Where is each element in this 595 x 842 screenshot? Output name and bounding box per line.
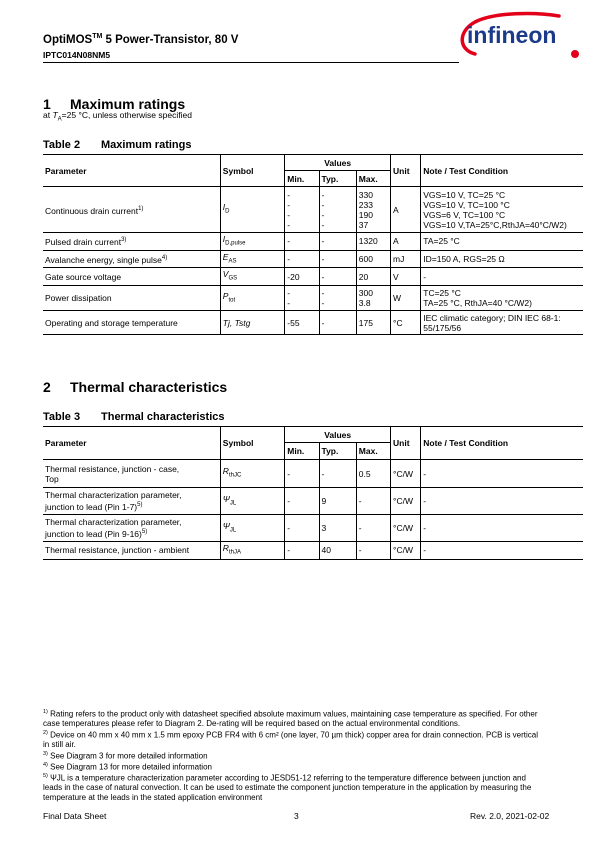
max-cell	[356, 250, 390, 268]
max-cell: -	[356, 488, 390, 515]
max-cell	[356, 187, 390, 233]
section-1-heading: 1 Maximum ratings	[43, 96, 186, 112]
header-values: Values	[285, 427, 391, 443]
min-cell	[285, 187, 319, 233]
unit-cell: °C/W	[391, 460, 421, 488]
min-cell-line: -55	[287, 317, 300, 328]
min-cell	[285, 286, 319, 311]
param-line: junction to lead (Pin 1-7)$^{5)}$	[45, 501, 143, 512]
symbol-cell: $\Psi_{JL}$	[220, 488, 284, 515]
param-line: Thermal resistance, junction - case,	[45, 463, 180, 474]
header-parameter: Parameter	[43, 155, 220, 187]
min-cell-line: -	[287, 219, 291, 230]
typ-cell-line: -	[321, 236, 325, 247]
header-divider	[43, 62, 459, 63]
header-typ: Typ.	[319, 171, 356, 187]
table-row	[43, 286, 583, 311]
max-cell: 0.5	[356, 460, 390, 488]
footnote-ref: 3)	[121, 237, 127, 244]
note-cell-line: 55/175/56	[423, 322, 462, 333]
header-symbol: Symbol	[220, 427, 284, 460]
note-cell-line: VGS=10 V, TC=25 °C	[423, 189, 506, 200]
header-parameter: Parameter	[43, 427, 220, 460]
max-cell-line: 3.8	[358, 298, 371, 309]
footnote: $^{2)}$ Device on 40 mm x 40 mm x 1.5 mm epoxy PCB FR4 with 6 cm² (one layer, 70 µm thick) copper area for drain connection. PCB is vertical in still air.	[43, 729, 539, 750]
param-cell	[43, 515, 220, 542]
min-cell-line: -	[287, 236, 291, 247]
unit-cell: °C/W	[391, 488, 421, 515]
param-cell: Pulsed drain current$^{3)}$	[45, 237, 127, 248]
typ-cell-line: -	[321, 254, 325, 265]
header-unit: Unit	[391, 427, 421, 460]
typ-cell	[319, 286, 356, 311]
thermal-characteristics-table	[43, 426, 583, 560]
symbol-cell: $I_{D,pulse}$	[220, 233, 284, 251]
footnote-ref: 1)	[138, 205, 144, 212]
header-note: Note / Test Condition	[421, 427, 583, 460]
typ-cell-line: -	[321, 199, 325, 210]
min-cell-line: -	[287, 189, 291, 200]
min-cell: -	[285, 488, 319, 515]
footnote-ref: 4)	[161, 255, 168, 262]
min-cell-line: -	[287, 209, 291, 220]
typ-cell-line: -	[321, 209, 325, 220]
footnote-mark: 3)	[43, 750, 48, 757]
symbol-subscript: JL	[229, 500, 237, 507]
table-row	[43, 233, 583, 251]
table-row	[43, 515, 583, 542]
symbol-subscript: tot	[228, 297, 236, 304]
max-cell-line: 175	[358, 317, 373, 328]
symbol-cell: $V_{GS}$	[220, 268, 284, 286]
param-cell	[43, 460, 220, 488]
unit-cell: W	[391, 286, 421, 311]
symbol-cell: $R_{thJC}$	[220, 460, 284, 488]
param-cell: Operating and storage temperature	[45, 317, 178, 328]
note-cell	[421, 311, 583, 335]
symbol-subscript: GS	[228, 276, 238, 283]
typ-cell-line: -	[321, 219, 325, 230]
note-cell-line: TA=25 °C	[423, 236, 460, 247]
min-cell	[285, 311, 319, 335]
typ-cell: -	[319, 460, 356, 488]
min-cell-line: -	[287, 199, 291, 210]
footnote-ref: 5)	[137, 502, 143, 509]
symbol-cell: $\Psi_{JL}$	[220, 515, 284, 542]
symbol-subscript: JL	[229, 527, 237, 534]
page-number: 3	[294, 811, 299, 821]
param-cell: Continuous drain current$^{1)}$	[45, 205, 144, 216]
typ-cell	[319, 268, 356, 286]
symbol-subscript: AS	[228, 258, 237, 265]
symbol-cell: $E_{AS}$	[220, 250, 284, 268]
typ-cell-line: -	[321, 317, 325, 328]
footnote: $^{5)}$ ΨJL is a temperature characterization parameter according to JESD51-12 referring to the temperature difference between junction and leads in the case of natural convection. It can be used to estimate the component junction temperature in the application by measuring the temperature at the leads in the stated application environment	[43, 773, 532, 803]
footnote: $^{1)}$ Rating refers to the product only with datasheet specified absolute maximum values, maintaining case temperature as specified. For other case temperatures please refer to Diagram 2. De-rating will be required based on the actual environmental conditions.	[43, 709, 538, 729]
typ-cell-line: -	[321, 271, 325, 282]
note-cell: -	[421, 460, 583, 488]
note-cell	[421, 233, 583, 251]
param-line: junction to lead (Pin 9-16)$^{5)}$	[45, 528, 148, 539]
min-cell	[285, 268, 319, 286]
footnote-mark: 4)	[43, 761, 48, 768]
param-line: Top	[45, 473, 59, 484]
note-cell-line: -	[423, 271, 427, 282]
maximum-ratings-table	[43, 154, 583, 335]
table-row	[43, 488, 583, 515]
footnotes	[43, 708, 543, 803]
max-cell-line: 300	[358, 288, 373, 299]
min-cell-line: -	[287, 254, 291, 265]
note-cell-line: IEC climatic category; DIN IEC 68-1:	[423, 312, 561, 323]
footnote: $^{3)}$ See Diagram 3 for more detailed information	[43, 750, 208, 761]
unit-cell: mJ	[391, 250, 421, 268]
max-cell	[356, 311, 390, 335]
header-min: Min.	[285, 443, 319, 460]
max-cell: -	[356, 542, 390, 560]
table-row	[43, 460, 583, 488]
symbol-subscript: thJA	[228, 549, 241, 556]
param-cell: Power dissipation	[45, 293, 112, 304]
max-cell	[356, 268, 390, 286]
section-1-subtitle: at $T_A=25$ °C, unless otherwise specified	[43, 110, 192, 123]
max-cell-line: 37	[358, 219, 369, 230]
header-typ: Typ.	[319, 443, 356, 460]
param-line: Thermal resistance, junction - ambient	[45, 545, 190, 556]
symbol-cell: $I_D$	[220, 187, 284, 233]
min-cell: -	[285, 542, 319, 560]
min-cell: -	[285, 515, 319, 542]
unit-cell: V	[391, 268, 421, 286]
param-line: Thermal characterization parameter,	[45, 517, 182, 528]
typ-cell	[319, 187, 356, 233]
header-symbol: Symbol	[220, 155, 284, 187]
max-cell-line: 1320	[358, 236, 378, 247]
symbol-subscript: thJC	[228, 472, 242, 479]
max-cell	[356, 233, 390, 251]
symbol-cell: $R_{thJA}$	[220, 542, 284, 560]
svg-text:infineon: infineon	[467, 22, 557, 48]
note-cell-line: VGS=10 V, TC=100 °C	[423, 199, 510, 210]
note-cell-line: ID=150 A, RGS=25 Ω	[423, 254, 505, 265]
footnote-mark: 2)	[43, 729, 48, 736]
note-cell-line: VGS=6 V, TC=100 °C	[423, 209, 506, 220]
infineon-logo	[455, 10, 583, 60]
symbol-cell: Tj, Tstg	[220, 311, 284, 335]
part-number: IPTC014N08NM5	[43, 50, 111, 60]
note-cell	[421, 286, 583, 311]
typ-cell	[319, 250, 356, 268]
param-line: Thermal characterization parameter,	[45, 490, 182, 501]
product-title: OptiMOS™ 5 Power-Transistor, 80 V	[43, 33, 239, 46]
max-cell-line: 233	[358, 199, 373, 210]
table-row	[43, 311, 583, 335]
note-cell	[421, 187, 583, 233]
param-cell	[43, 542, 220, 560]
unit-cell: A	[391, 233, 421, 251]
param-cell	[43, 488, 220, 515]
symbol-subscript: D	[225, 208, 230, 215]
footnote: $^{4)}$ See Diagram 13 for more detailed information	[43, 761, 212, 772]
typ-cell-line: -	[321, 288, 325, 299]
table-3-caption: Table 3 Thermal characteristics	[43, 411, 225, 423]
table-row	[43, 187, 583, 233]
note-cell	[421, 268, 583, 286]
header-max: Max.	[356, 443, 390, 460]
min-cell	[285, 233, 319, 251]
typ-cell: 3	[319, 515, 356, 542]
footer-doc-type: Final Data Sheet	[43, 811, 107, 821]
min-cell: -	[285, 460, 319, 488]
max-cell-line: 190	[358, 209, 373, 220]
note-cell: -	[421, 542, 583, 560]
min-cell-line: -20	[287, 271, 300, 282]
unit-cell: °C/W	[391, 515, 421, 542]
table-row	[43, 250, 583, 268]
max-cell: -	[356, 515, 390, 542]
note-cell: -	[421, 488, 583, 515]
header-min: Min.	[285, 171, 319, 187]
min-cell	[285, 250, 319, 268]
typ-cell	[319, 311, 356, 335]
typ-cell	[319, 233, 356, 251]
min-cell-line: -	[287, 288, 291, 299]
section-2-heading: 2 Thermal characteristics	[43, 379, 228, 395]
typ-cell: 9	[319, 488, 356, 515]
typ-cell: 40	[319, 542, 356, 560]
table-row	[43, 542, 583, 560]
note-cell-line: TA=25 °C, RthJA=40 °C/W2)	[423, 298, 532, 309]
header-max: Max.	[356, 171, 390, 187]
note-cell-line: TC=25 °C	[423, 288, 461, 299]
footnote-mark: 1)	[43, 709, 48, 715]
header-values: Values	[285, 155, 391, 171]
max-cell-line: 20	[358, 271, 369, 282]
footer-revision: Rev. 2.0, 2021-02-02	[470, 811, 550, 821]
header-unit: Unit	[391, 155, 421, 187]
footnote-ref: 5)	[141, 529, 148, 536]
max-cell	[356, 286, 390, 311]
max-cell-line: 600	[358, 254, 373, 265]
footnote-mark: 5)	[43, 773, 48, 780]
typ-cell-line: -	[321, 189, 325, 200]
note-cell: -	[421, 515, 583, 542]
header-note: Note / Test Condition	[421, 155, 583, 187]
note-cell	[421, 250, 583, 268]
min-cell-line: -	[287, 298, 291, 309]
max-cell-line: 330	[358, 189, 373, 200]
unit-cell: °C	[391, 311, 421, 335]
note-cell-line: VGS=10 V,TA=25°C,RthJA=40°C/W2)	[423, 219, 567, 230]
table-2-caption: Table 2 Maximum ratings	[43, 139, 192, 151]
unit-cell: A	[391, 187, 421, 233]
param-cell: Avalanche energy, single pulse$^{4)}$	[45, 254, 168, 265]
symbol-cell: $P_{tot}$	[220, 286, 284, 311]
typ-cell-line: -	[321, 298, 325, 309]
param-cell: Gate source voltage	[45, 271, 122, 282]
symbol-subscript: D,pulse	[225, 240, 246, 247]
table-row	[43, 268, 583, 286]
unit-cell: °C/W	[391, 542, 421, 560]
